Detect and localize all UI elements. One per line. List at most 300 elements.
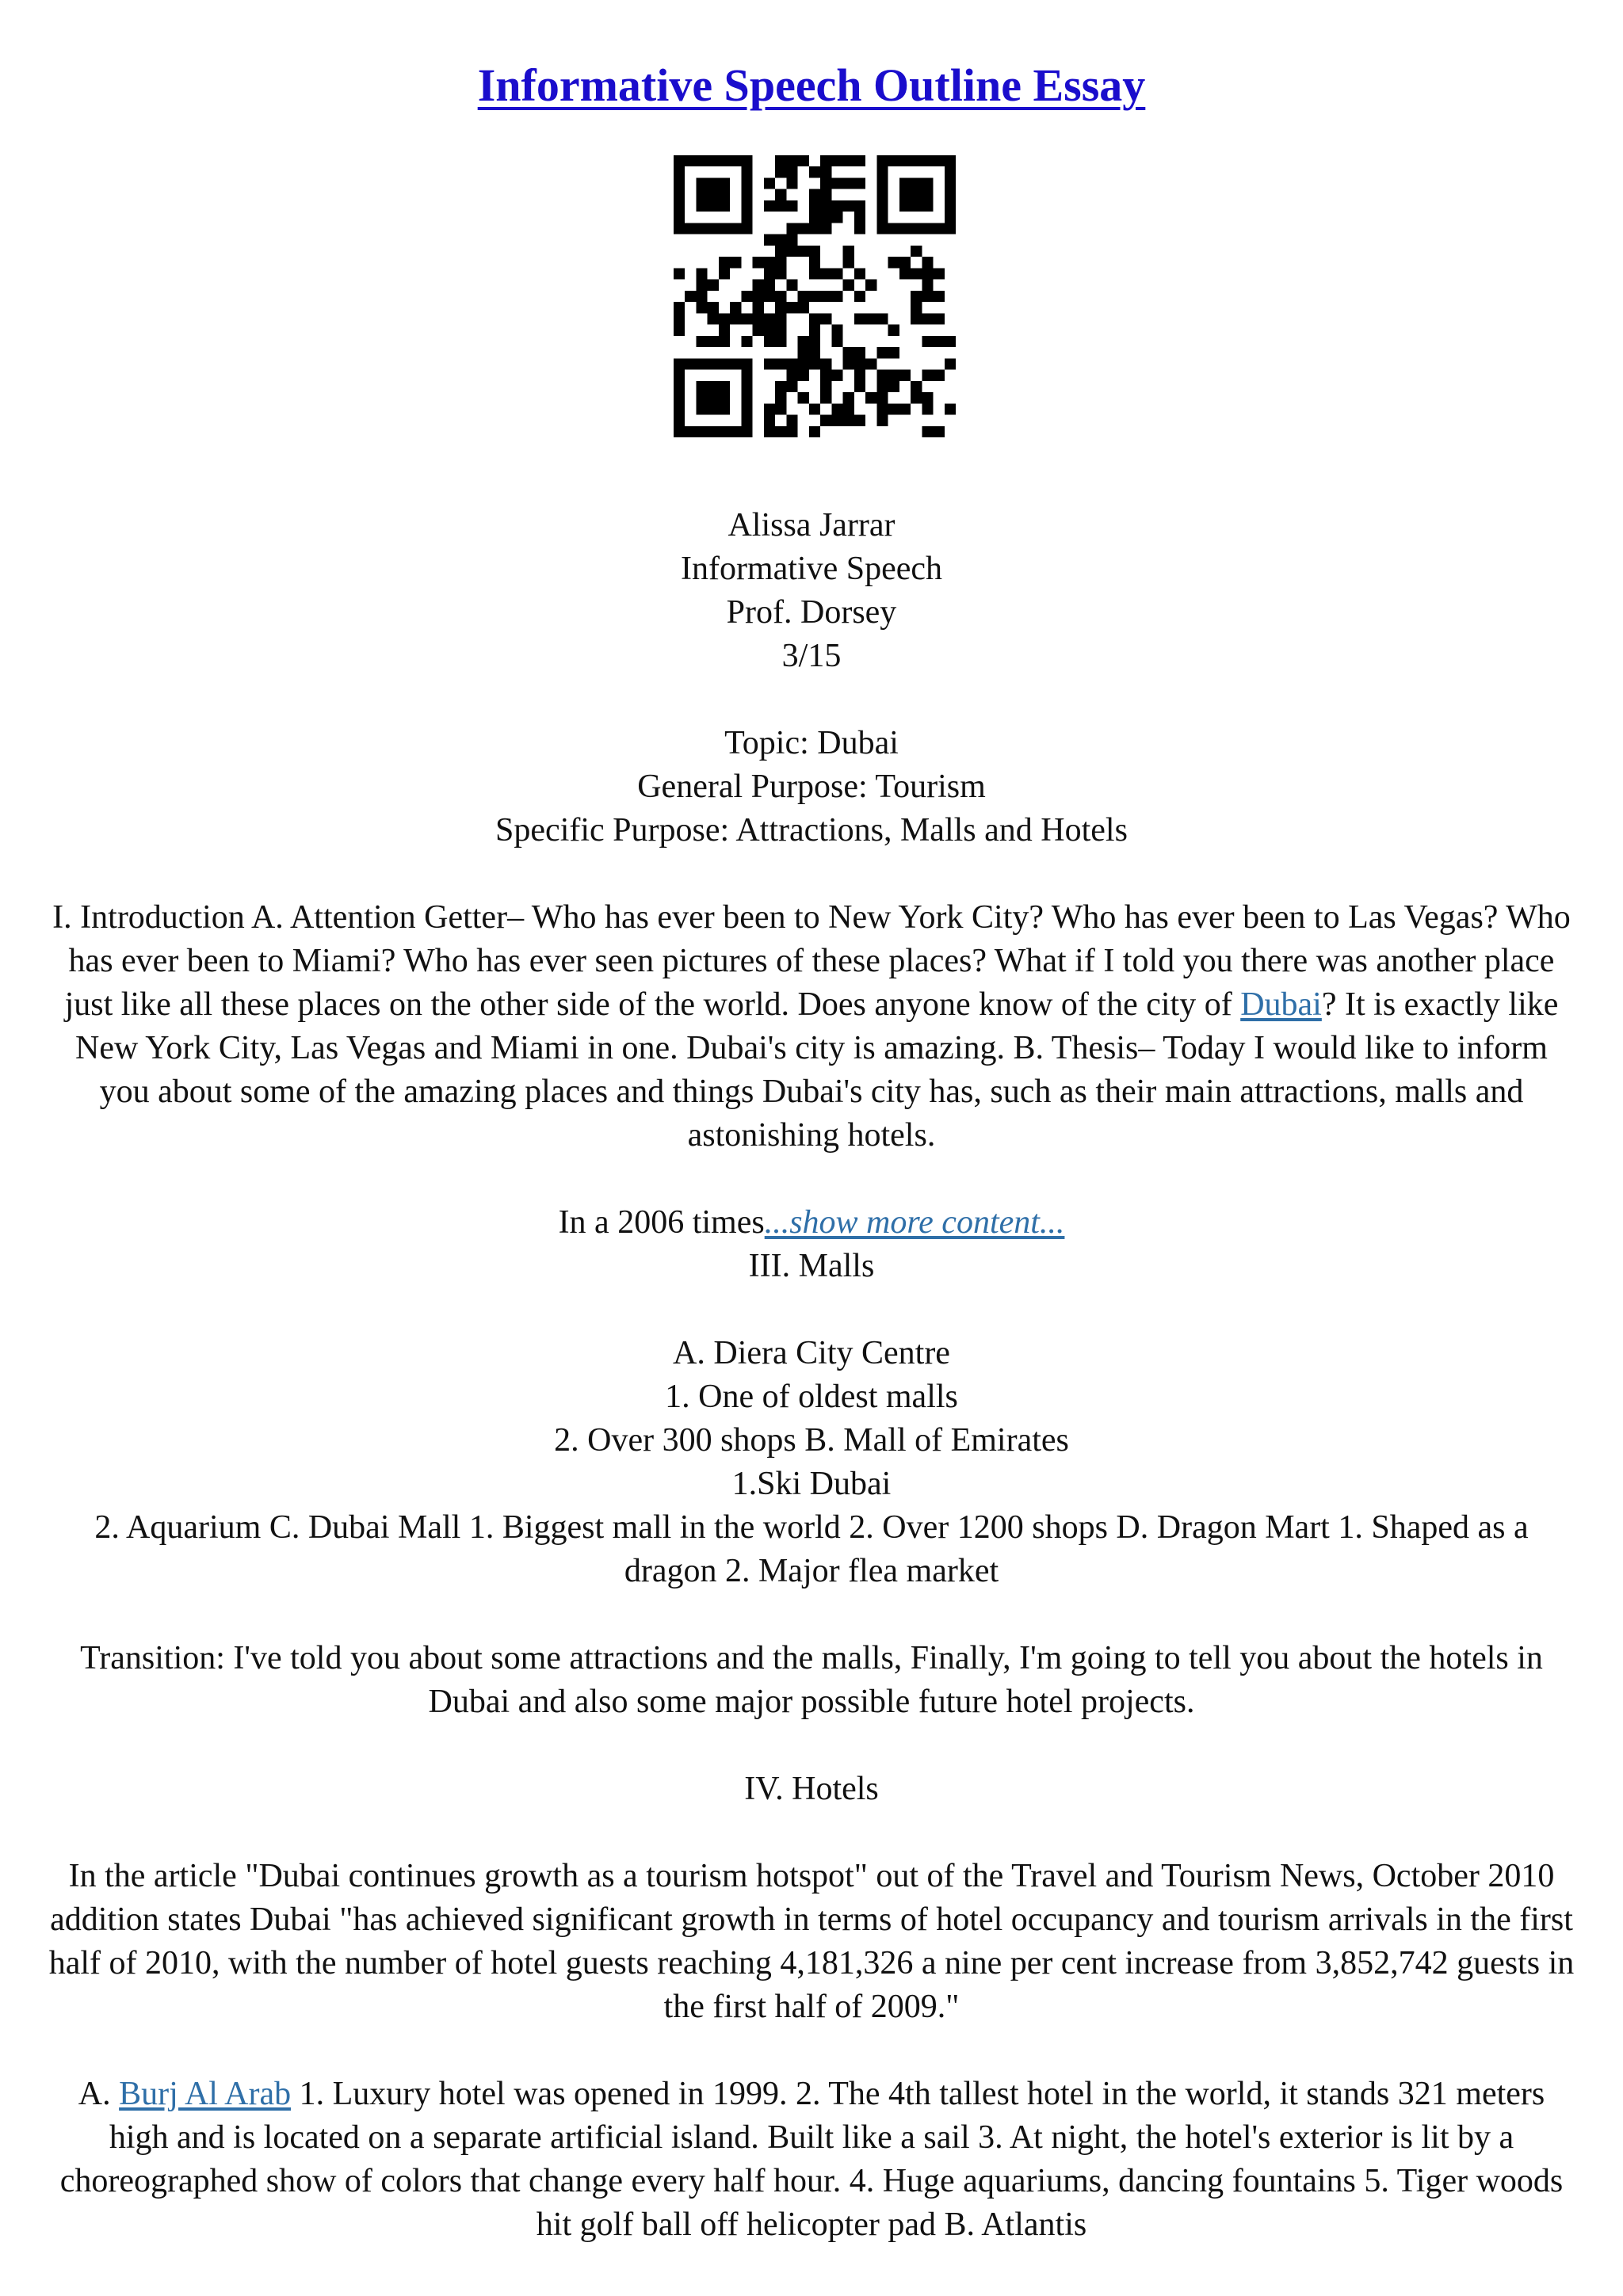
qr-module [843,257,854,268]
burj-al-arab-paragraph [48,2073,1575,2247]
qr-module [708,302,719,313]
qr-module [674,200,685,212]
qr-module [809,325,820,336]
qr-module [843,358,854,369]
qr-module [888,381,899,392]
qr-module [696,280,707,291]
qr-module [876,200,888,212]
qr-module [911,189,922,200]
preview-text: In a 2006 times [558,1204,765,1241]
qr-module [922,177,933,189]
qr-module [786,155,797,166]
qr-module [820,166,831,177]
qr-module [708,336,719,347]
qr-module [876,370,888,381]
qr-module [820,392,831,403]
qr-module [753,280,764,291]
qr-module [708,280,719,291]
qr-module [854,200,865,212]
qr-module [820,200,831,212]
qr-module [809,403,820,414]
qr-module [674,325,685,336]
qr-module [876,313,888,324]
qr-module [798,392,809,403]
qr-module [820,313,831,324]
qr-module [843,177,854,189]
qr-module [741,166,752,177]
qr-module [708,358,719,369]
qr-module [922,313,933,324]
qr-module [775,403,786,414]
qr-module [741,358,752,369]
qr-module [876,166,888,177]
qr-module [696,302,707,313]
qr-module [719,223,730,234]
qr-module [854,381,865,392]
qr-module [809,291,820,302]
qr-module [876,347,888,358]
qr-module [809,166,820,177]
qr-module [730,257,741,268]
qr-module [854,415,865,426]
qr-module [820,223,831,234]
qr-module [674,177,685,189]
qr-module [865,392,876,403]
qr-module [843,200,854,212]
qr-module [719,257,730,268]
qr-module [820,189,831,200]
qr-module [854,370,865,381]
qr-module [934,336,945,347]
qr-module [696,223,707,234]
qr-module [922,223,933,234]
qr-module [764,235,775,246]
qr-module [674,392,685,403]
qr-module [786,381,797,392]
qr-module [876,212,888,223]
qr-module [786,358,797,369]
qr-module [888,223,899,234]
qr-module [775,313,786,324]
qr-module [854,155,865,166]
qr-module [730,223,741,234]
qr-module [696,268,707,279]
qr-module [888,403,899,414]
qr-module [809,347,820,358]
qr-module [764,280,775,291]
qr-module [843,246,854,257]
hotels-article-paragraph: In the article "Dubai continues growth as a tourism hotspot" out of the Travel and Tourism News, October 2010 addition states Dubai "has achieved significant growth in terms of hotel occupancy and tourism arrivals in the first half of 2010, with the number of hotel guests reaching 4,181,326 a nine per cent increase from 3,852,742 guests in the first half of 2009." [48,1858,1575,2025]
qr-module [786,235,797,246]
qr-module [764,336,775,347]
qr-module [719,336,730,347]
qr-module [831,415,842,426]
qr-module [775,257,786,268]
qr-module [798,358,809,369]
qr-module [911,381,922,392]
qr-module [876,223,888,234]
qr-module [786,200,797,212]
qr-module [786,166,797,177]
qr-module [719,381,730,392]
qr-module [876,403,888,414]
qr-module [911,392,922,403]
qr-module [820,415,831,426]
qr-module [934,155,945,166]
qr-module [674,189,685,200]
qr-module [899,268,911,279]
qr-module [764,313,775,324]
qr-module [798,370,809,381]
qr-module [798,155,809,166]
qr-module [809,246,820,257]
qr-module [831,403,842,414]
malls-item: 2. Aquarium C. Dubai Mall 1. Biggest mall in the world 2. Over 1200 shops D. Dragon Mart 1. Shaped as a dragon 2. Major flea market [94,1509,1529,1589]
qr-module [820,212,831,223]
qr-module [899,370,911,381]
qr-module [786,177,797,189]
qr-module [764,177,775,189]
qr-module [843,403,854,414]
qr-module [831,177,842,189]
qr-module [876,177,888,189]
qr-module [696,392,707,403]
qr-module [674,302,685,313]
qr-module [831,200,842,212]
qr-module [876,392,888,403]
qr-module [888,155,899,166]
qr-module [719,325,730,336]
malls-item: 1. One of oldest malls [665,1379,958,1415]
qr-module [809,426,820,437]
qr-module [798,347,809,358]
qr-module [764,257,775,268]
qr-module [922,336,933,347]
professor-name: Prof. Dorsey [726,594,897,631]
qr-module [945,212,956,223]
qr-module [820,291,831,302]
qr-module [674,370,685,381]
qr-module [685,426,696,437]
qr-module [674,426,685,437]
qr-module [934,426,945,437]
qr-module [674,313,685,324]
qr-module [674,415,685,426]
qr-module [831,336,842,347]
qr-module [764,325,775,336]
qr-module [719,189,730,200]
qr-module [922,155,933,166]
topic-block [48,722,1575,852]
introduction-paragraph [48,896,1575,1158]
qr-module [922,280,933,291]
qr-module [911,223,922,234]
qr-module [719,313,730,324]
qr-module [809,268,820,279]
qr-module [945,336,956,347]
qr-module [854,358,865,369]
qr-module [775,200,786,212]
course-name: Informative Speech [680,551,943,587]
burj-text: 1. Luxury hotel was opened in 1999. 2. The 4th tallest hotel in the world, it stands 321 meters high and is located on a separate artificial island. Built like a sail 3. At night, the hotel's exterior is lit by a choreographed show of colors that change every half hour. 4. Huge aquariums, dancing fountains 5. Tiger woods hit golf ball off helicopter pad B. Atlantis [59,2076,1564,2243]
qr-module [685,291,696,302]
burj-al-arab-link[interactable]: Burj Al Arab [119,2076,292,2112]
qr-module [899,200,911,212]
qr-module [764,358,775,369]
qr-module [786,415,797,426]
qr-module [809,200,820,212]
qr-module [674,223,685,234]
qr-module [674,381,685,392]
qr-module [934,313,945,324]
qr-module [696,336,707,347]
qr-module [899,155,911,166]
qr-module [854,223,865,234]
qr-module [820,381,831,392]
qr-module [798,246,809,257]
hotels-heading: IV. Hotels [744,1771,879,1807]
qr-module [764,426,775,437]
qr-module [753,291,764,302]
qr-module [764,268,775,279]
qr-module [809,313,820,324]
qr-module [899,223,911,234]
qr-module [775,155,786,166]
qr-module [876,189,888,200]
qr-module [730,426,741,437]
qr-module [934,370,945,381]
qr-module [741,381,752,392]
qr-module [831,212,842,223]
qr-module [741,155,752,166]
qr-module [911,200,922,212]
author-name: Alissa Jarrar [727,507,896,543]
malls-heading: III. Malls [748,1248,875,1284]
qr-module [922,189,933,200]
document-body [48,504,1575,2290]
malls-list [48,1332,1575,1593]
qr-module [820,268,831,279]
qr-module [775,336,786,347]
qr-module [730,302,741,313]
qr-module [945,358,956,369]
qr-module [786,280,797,291]
qr-module [696,155,707,166]
qr-module [786,223,797,234]
qr-module [786,426,797,437]
qr-module [911,302,922,313]
qr-module [719,358,730,369]
qr-module [911,177,922,189]
qr-module [854,268,865,279]
specific-purpose-line: Specific Purpose: Attractions, Malls and Hotels [495,812,1128,849]
qr-module [685,155,696,166]
qr-module [899,403,911,414]
qr-module [741,336,752,347]
qr-module [696,381,707,392]
qr-module [741,370,752,381]
qr-module [696,189,707,200]
qr-module [809,257,820,268]
qr-module [696,177,707,189]
qr-module [922,268,933,279]
qr-module [831,155,842,166]
qr-module [809,189,820,200]
qr-module [820,370,831,381]
qr-module [775,426,786,437]
qr-module [876,155,888,166]
malls-item: 1.Ski Dubai [731,1466,892,1502]
qr-module [854,291,865,302]
qr-module [719,426,730,437]
qr-module [775,235,786,246]
qr-module [775,325,786,336]
qr-module [753,302,764,313]
qr-module [696,291,707,302]
qr-module [899,257,911,268]
qr-module [911,291,922,302]
preview-line [48,1201,1575,1245]
qr-module [696,200,707,212]
qr-module [719,200,730,212]
qr-module [741,223,752,234]
qr-module [922,257,933,268]
qr-module [775,166,786,177]
topic-line: Topic: Dubai [724,725,899,761]
qr-module [741,212,752,223]
qr-module [922,370,933,381]
qr-module [854,313,865,324]
qr-module [865,313,876,324]
dubai-link[interactable]: Dubai [1240,986,1322,1023]
qr-module [831,370,842,381]
qr-module [843,280,854,291]
qr-module [786,370,797,381]
qr-module [945,177,956,189]
qr-module [798,291,809,302]
transition-paragraph: Transition: I've told you about some attractions and the malls, Finally, I'm going to tell you about the hotels in Dubai and also some major possible future hotel projects. [80,1640,1543,1720]
qr-code-icon [674,155,956,437]
document-date: 3/15 [781,638,842,674]
qr-module [809,212,820,223]
qr-module [820,177,831,189]
qr-module [809,358,820,369]
qr-module [899,177,911,189]
qr-module [945,403,956,414]
document-title-link[interactable]: Informative Speech Outline Essay [477,59,1146,111]
burj-prefix: A. [78,2076,120,2112]
qr-module [922,291,933,302]
qr-module [809,223,820,234]
qr-module [888,347,899,358]
qr-module [708,426,719,437]
qr-module [775,358,786,369]
malls-item: A. Diera City Centre [673,1335,950,1371]
qr-module [674,166,685,177]
intro-text-end: ? It is exactly like New York City, Las Vegas and Miami in one. Dubai's city is amazing. B. Thesis– Today I would like to inform you about some of the amazing places and things Dubai's city has, such as their main attractions, malls and astonishing hotels. [75,986,1559,1154]
qr-module [719,403,730,414]
qr-module [888,257,899,268]
qr-module [899,189,911,200]
qr-module [741,313,752,324]
qr-module [775,302,786,313]
qr-module [854,177,865,189]
qr-module [674,358,685,369]
qr-module [876,381,888,392]
qr-module [922,426,933,437]
qr-module [708,381,719,392]
qr-module [922,403,933,414]
qr-module [911,313,922,324]
qr-module [820,358,831,369]
qr-module [786,302,797,313]
qr-module [753,325,764,336]
qr-module [911,155,922,166]
qr-module [708,223,719,234]
qr-module [753,313,764,324]
qr-module [809,336,820,347]
qr-module [708,177,719,189]
qr-module [730,313,741,324]
qr-module [696,426,707,437]
qr-module [922,392,933,403]
qr-module [685,223,696,234]
qr-module [865,280,876,291]
qr-module [876,415,888,426]
qr-module [945,189,956,200]
qr-module [719,177,730,189]
intro-text-start: I. Introduction A. Attention Getter– Who has ever been to New York City? Who has ever been to Las Vegas? Who has ever been to Miami? Who has ever seen pictures of these places? What if I told you there was another place just like all these places on the other side of the world. Does anyone know of the city of [52,899,1571,1023]
malls-block [48,1201,1575,1288]
show-more-link[interactable]: ...show more content... [764,1204,1065,1241]
qr-module [831,268,842,279]
qr-module [674,212,685,223]
qr-module [775,291,786,302]
title-container [0,59,1623,112]
qr-module [764,200,775,212]
qr-module [854,347,865,358]
qr-module [843,347,854,358]
qr-module [741,426,752,437]
qr-module [741,403,752,414]
qr-module [708,155,719,166]
qr-module [911,246,922,257]
qr-module [820,155,831,166]
qr-module [775,246,786,257]
qr-module [945,200,956,212]
qr-module [888,325,899,336]
qr-module [753,257,764,268]
qr-module [764,291,775,302]
qr-module [934,223,945,234]
qr-module [775,268,786,279]
qr-module [708,189,719,200]
qr-module [775,381,786,392]
qr-module [741,415,752,426]
qr-module [719,392,730,403]
qr-module [775,189,786,200]
qr-module [719,268,730,279]
qr-module [798,336,809,347]
general-purpose-line: General Purpose: Tourism [637,769,986,805]
qr-module [741,200,752,212]
qr-module [934,291,945,302]
qr-module [741,291,752,302]
qr-module [730,358,741,369]
qr-module [708,313,719,324]
qr-module [696,358,707,369]
qr-module [934,268,945,279]
